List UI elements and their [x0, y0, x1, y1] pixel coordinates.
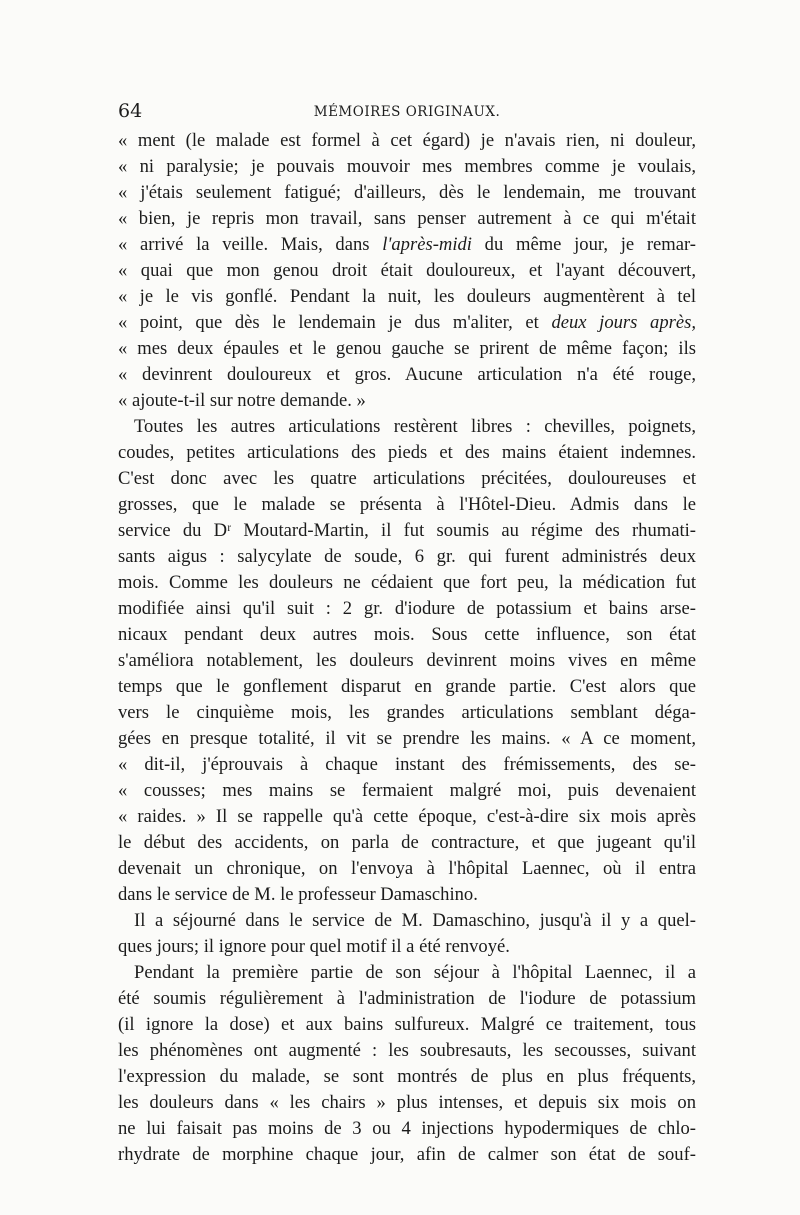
text-line: Toutes les autres articulations restèrent libres : chevilles, poignets,	[134, 416, 696, 437]
text-line: « j'étais seulement fatigué; d'ailleurs, dès le lendemain, me trouvant	[118, 182, 696, 203]
text-line: service du Dʳ Moutard-Martin, il fut soumis au régime des rhumati-	[118, 520, 696, 541]
page-header	[118, 98, 696, 124]
text-line: les douleurs dans « les chairs » plus intenses, et depuis six mois on	[118, 1092, 696, 1113]
text-line: rhydrate de morphine chaque jour, afin de calmer son état de souf-	[118, 1144, 696, 1165]
text-line: vers le cinquième mois, les grandes articulations semblant déga-	[118, 702, 696, 723]
text-line: ques jours; il ignore pour quel motif il a été renvoyé.	[118, 936, 510, 957]
text-line: été soumis régulièrement à l'administration de l'iodure de potassium	[118, 988, 696, 1009]
text-segment: « point, que dès le lendemain je dus m'aliter, et	[118, 312, 552, 333]
text-line: « mes deux épaules et le genou gauche se prirent de même façon; ils	[118, 338, 696, 359]
text-line: nicaux pendant deux autres mois. Sous cette influence, son état	[118, 624, 696, 645]
text-line	[118, 310, 696, 336]
text-line: dans le service de M. le professeur Damaschino.	[118, 884, 478, 905]
text-line: « raides. » Il se rappelle qu'à cette époque, c'est-à-dire six mois après	[118, 806, 696, 827]
text-line: mois. Comme les douleurs ne cédaient que fort peu, la médication fut	[118, 572, 696, 593]
text-line: Il a séjourné dans le service de M. Damaschino, jusqu'à il y a quel-	[134, 910, 696, 931]
text-line: « ment (le malade est formel à cet égard) je n'avais rien, ni douleur,	[118, 130, 696, 151]
text-line: gées en presque totalité, il vit se prendre les mains. « A ce moment,	[118, 728, 696, 749]
text-line: « dit-il, j'éprouvais à chaque instant des frémissements, des se-	[118, 754, 696, 775]
text-line: coudes, petites articulations des pieds et des mains étaient indemnes.	[118, 442, 696, 463]
text-segment: du même jour, je remar-	[471, 234, 696, 255]
text-line: modifiée ainsi qu'il suit : 2 gr. d'iodure de potassium et bains arse-	[118, 598, 696, 619]
text-segment: « arrivé la veille. Mais, dans	[118, 234, 383, 255]
text-line: le début des accidents, on parla de contracture, et que jugeant qu'il	[118, 832, 696, 853]
text-line: ne lui faisait pas moins de 3 ou 4 injections hypodermiques de chlo-	[118, 1118, 696, 1139]
text-line: les phénomènes ont augmenté : les soubresauts, les secousses, suivant	[118, 1040, 696, 1061]
text-line	[118, 232, 696, 258]
text-line: grosses, que le malade se présenta à l'Hôtel-Dieu. Admis dans le	[118, 494, 696, 515]
text-line: « devinrent douloureux et gros. Aucune articulation n'a été rouge,	[118, 364, 696, 385]
page-number: 64	[118, 100, 143, 122]
text-line: « ni paralysie; je pouvais mouvoir mes membres comme je voulais,	[118, 156, 696, 177]
text-line: sants aigus : salycylate de soude, 6 gr. qui furent administrés deux	[118, 546, 696, 567]
text-line: « ajoute-t-il sur notre demande. »	[118, 390, 366, 411]
text-line: Pendant la première partie de son séjour à l'hôpital Laennec, il a	[134, 962, 696, 983]
body-text	[118, 128, 696, 1168]
text-line: C'est donc avec les quatre articulations précitées, douloureuses et	[118, 468, 696, 489]
text-line: « je le vis gonflé. Pendant la nuit, les douleurs augmentèrent à tel	[118, 286, 696, 307]
italic-segment: deux jours après,	[551, 312, 696, 333]
text-line: « quai que mon genou droit était douloureux, et l'ayant découvert,	[118, 260, 696, 281]
text-line: devenait un chronique, on l'envoya à l'hôpital Laennec, où il entra	[118, 858, 696, 879]
text-line: temps que le gonflement disparut en grande partie. C'est alors que	[118, 676, 696, 697]
text-line: « bien, je repris mon travail, sans penser autrement à ce qui m'était	[118, 208, 696, 229]
text-line: (il ignore la dose) et aux bains sulfureux. Malgré ce traitement, tous	[118, 1014, 696, 1035]
running-head: MÉMOIRES ORIGINAUX.	[313, 104, 501, 120]
text-line: l'expression du malade, se sont montrés de plus en plus fréquents,	[118, 1066, 696, 1087]
text-line: s'améliora notablement, les douleurs devinrent moins vives en même	[118, 650, 696, 671]
italic-segment: l'après-midi	[382, 234, 472, 255]
text-line: « cousses; mes mains se fermaient malgré moi, puis devenaient	[118, 780, 696, 801]
